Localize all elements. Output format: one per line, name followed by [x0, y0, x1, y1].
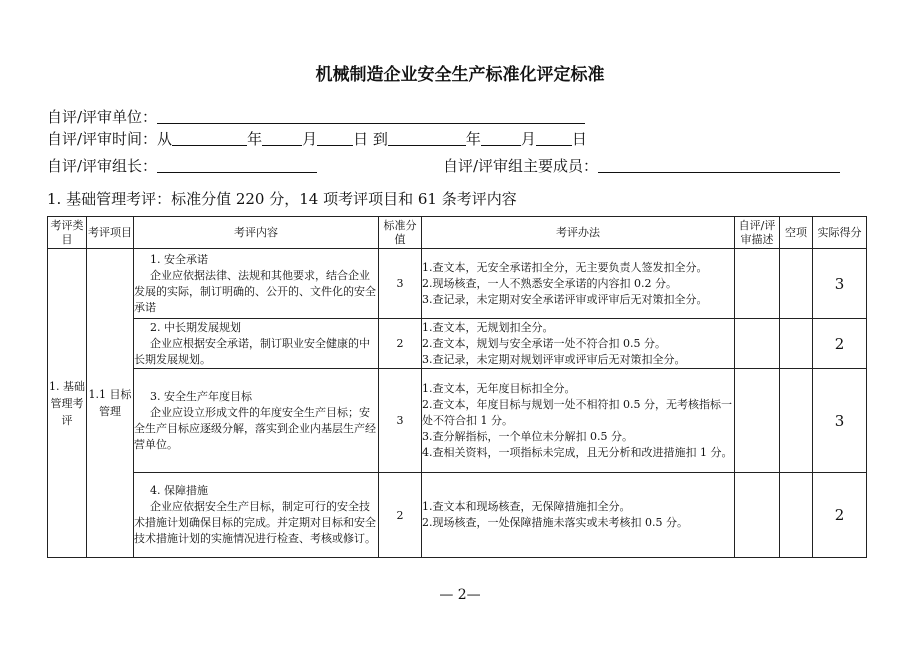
table-row — [48, 369, 867, 473]
actual-score: 2 — [813, 319, 867, 369]
method-line: 1.查文本，无年度目标扣全分。 — [422, 381, 576, 395]
to-day-blank[interactable] — [536, 131, 572, 146]
content-title: 3. 安全生产年度目标 — [150, 389, 252, 403]
method-cell — [422, 369, 735, 473]
method-line: 2.查文本，年度目标与规划一处不相符扣 0.5 分，无考核指标一处不符合扣 1 分。 — [422, 397, 732, 427]
section-heading: 1. 基础管理考评：标准分值 220 分，14 项考评项目和 61 条考评内容 — [47, 190, 517, 208]
content-cell — [134, 473, 379, 558]
actual-score: 3 — [813, 249, 867, 319]
unit-label: 自评/评审单位： — [47, 108, 158, 126]
content-title: 2. 中长期发展规划 — [150, 320, 241, 334]
table-row — [48, 249, 867, 319]
year-label-2: 年 — [465, 130, 481, 148]
table-row — [48, 473, 867, 558]
content-body: 企业应根据安全承诺，制订职业安全健康的中长期发展规划。 — [134, 336, 370, 366]
month-label: 月 — [302, 130, 318, 148]
table-row — [48, 319, 867, 369]
year-label: 年 — [247, 130, 263, 148]
method-line: 2.查文本，规划与安全承诺一处不符合扣 0.5 分。 — [422, 336, 666, 350]
month-label-2: 月 — [520, 130, 536, 148]
method-line: 3.查记录，未定期对规划评审或评审后无对策扣全分。 — [422, 352, 686, 366]
header-content: 考评内容 — [134, 217, 379, 249]
content-cell — [134, 319, 379, 369]
leader-blank[interactable] — [157, 158, 317, 173]
time-line — [47, 128, 587, 149]
method-line: 3.查记录，未定期对安全承诺评审或评审后无对策扣全分。 — [422, 292, 708, 306]
method-cell — [422, 319, 735, 369]
header-empty: 空项 — [780, 217, 813, 249]
to-month-blank[interactable] — [481, 131, 521, 146]
day-label: 日 — [571, 130, 587, 148]
method-cell — [422, 473, 735, 558]
method-line: 1.查文本，无安全承诺扣全分，无主要负责人签发扣全分。 — [422, 260, 708, 274]
header-self-desc: 自评/评审描述 — [735, 217, 780, 249]
table-header-row — [48, 217, 867, 249]
header-method: 考评办法 — [422, 217, 735, 249]
method-line: 4.查相关资料，一项指标未完成，且无分析和改进措施扣 1 分。 — [422, 445, 733, 459]
content-body: 企业应依据安全生产目标，制定可行的安全技术措施计划确保目标的完成。并定期对目标和安全技术措施计划的实施情况进行检查、考核或修订。 — [134, 500, 376, 545]
header-actual: 实际得分 — [813, 217, 867, 249]
self-desc-cell[interactable] — [735, 369, 780, 473]
from-month-blank[interactable] — [262, 131, 302, 146]
day-to-label: 日 到 — [353, 130, 388, 148]
from-year-blank[interactable] — [172, 131, 247, 146]
page-number: — 2— — [439, 587, 481, 603]
from-day-blank[interactable] — [317, 131, 353, 146]
to-year-blank[interactable] — [388, 131, 466, 146]
evaluation-table — [47, 216, 867, 558]
method-line: 2.现场核查，一处保障措施未落实或未考核扣 0.5 分。 — [422, 516, 688, 529]
standard-score: 2 — [379, 319, 422, 369]
members-label: 自评/评审组主要成员： — [443, 157, 599, 175]
actual-score: 3 — [813, 369, 867, 473]
header-standard: 标准分值 — [379, 217, 422, 249]
leader-line — [47, 155, 317, 176]
time-label: 自评/评审时间：从 — [47, 130, 173, 148]
header-project: 考评项目 — [87, 217, 134, 249]
content-title: 1. 安全承诺 — [150, 252, 208, 266]
document-title: 机械制造企业安全生产标准化评定标准 — [315, 65, 605, 85]
empty-cell[interactable] — [780, 473, 813, 558]
header-category: 考评类目 — [48, 217, 87, 249]
self-desc-cell[interactable] — [735, 319, 780, 369]
category-cell: 1. 基础管理考评 — [48, 249, 87, 558]
self-desc-cell[interactable] — [735, 473, 780, 558]
empty-cell[interactable] — [780, 319, 813, 369]
method-line: 2.现场核查，一人不熟悉安全承诺的内容扣 0.2 分。 — [422, 276, 677, 290]
content-cell — [134, 369, 379, 473]
members-blank[interactable] — [598, 158, 840, 173]
standard-score: 2 — [379, 473, 422, 558]
method-line: 3.查分解指标，一个单位未分解扣 0.5 分。 — [422, 429, 633, 443]
content-title: 4. 保障措施 — [150, 484, 208, 497]
method-line: 1.查文本，无规划扣全分。 — [422, 320, 554, 334]
standard-score: 3 — [379, 369, 422, 473]
content-body: 企业应依据法律、法规和其他要求，结合企业发展的实际，制订明确的、公开的、文件化的安全承诺 — [134, 268, 376, 314]
empty-cell[interactable] — [780, 369, 813, 473]
actual-score: 2 — [813, 473, 867, 558]
standard-score: 3 — [379, 249, 422, 319]
unit-line — [47, 106, 585, 127]
method-line: 1.查文本和现场核查，无保障措施扣全分。 — [422, 500, 631, 513]
method-cell — [422, 249, 735, 319]
self-desc-cell[interactable] — [735, 249, 780, 319]
project-cell: 1.1 目标管理 — [87, 249, 134, 558]
members-line — [443, 155, 840, 176]
empty-cell[interactable] — [780, 249, 813, 319]
content-body: 企业应设立形成文件的年度安全生产目标；安全生产目标应逐级分解，落实到企业内基层生产经营单位。 — [134, 405, 376, 451]
unit-blank[interactable] — [157, 109, 585, 124]
leader-label: 自评/评审组长： — [47, 157, 158, 175]
content-cell — [134, 249, 379, 319]
